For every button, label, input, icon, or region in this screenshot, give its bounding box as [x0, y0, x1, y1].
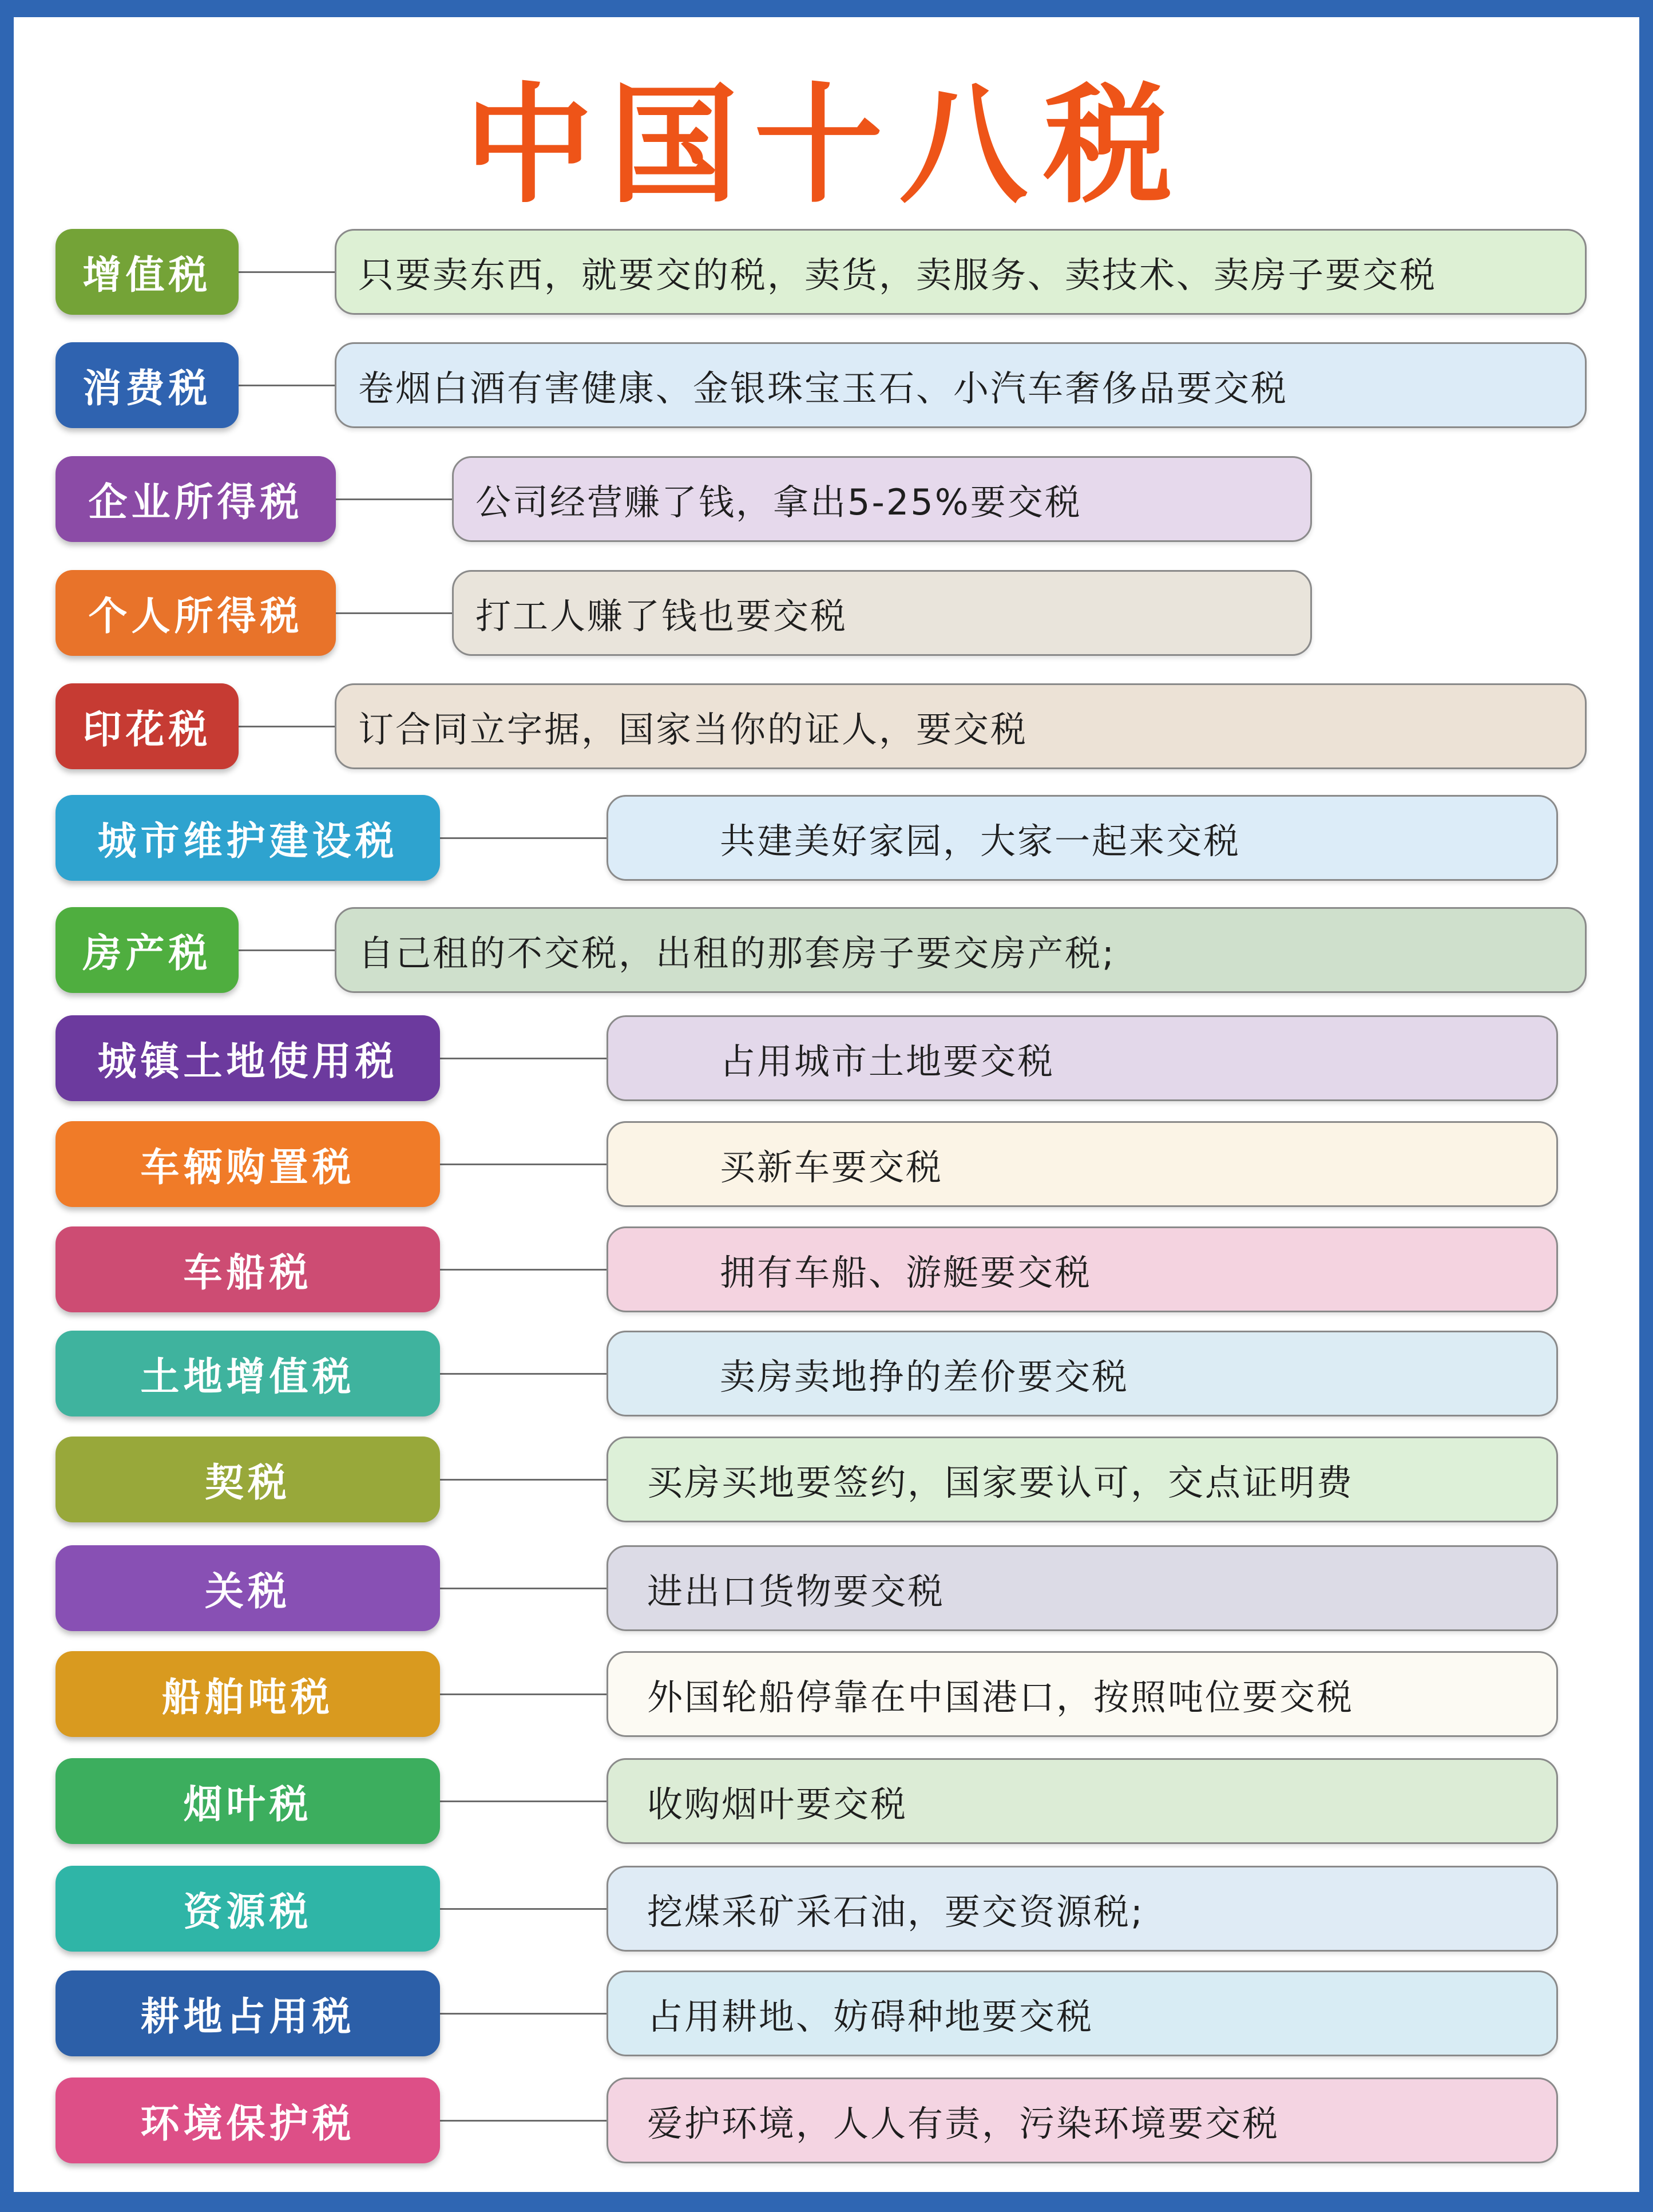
- tax-name-tag: 印花税: [56, 683, 239, 769]
- connector-line: [440, 1693, 607, 1695]
- tax-row: [0, 1015, 1653, 1101]
- tax-name-tag: 耕地占用税: [56, 1970, 440, 2056]
- tax-name-tag: 城市维护建设税: [56, 795, 440, 881]
- connector-line: [440, 1373, 607, 1375]
- tax-description: 打工人赚了钱也要交税: [452, 570, 1312, 656]
- tax-description: 买房买地要签约，国家要认可，交点证明费: [607, 1437, 1558, 1522]
- connector-line: [239, 726, 335, 727]
- tax-row: [0, 1651, 1653, 1737]
- connector-line: [239, 949, 335, 951]
- tax-description: 占用城市土地要交税: [607, 1015, 1558, 1101]
- tax-name-tag: 城镇土地使用税: [56, 1015, 440, 1101]
- tax-row: [0, 2078, 1653, 2163]
- tax-row: [0, 1226, 1653, 1312]
- tax-name-tag: 关税: [56, 1545, 440, 1631]
- connector-line: [440, 1058, 607, 1059]
- connector-line: [440, 1908, 607, 1910]
- tax-description: 买新车要交税: [607, 1121, 1558, 1207]
- tax-description: 爱护环境，人人有责，污染环境要交税: [607, 2078, 1558, 2163]
- connector-line: [440, 1269, 607, 1271]
- tax-row: [0, 456, 1653, 542]
- connector-line: [239, 271, 335, 273]
- tax-row: [0, 907, 1653, 993]
- connector-line: [440, 2013, 607, 2015]
- connector-line: [440, 1801, 607, 1802]
- tax-description: 公司经营赚了钱，拿出5-25%要交税: [452, 456, 1312, 542]
- tax-description: 卷烟白酒有害健康、金银珠宝玉石、小汽车奢侈品要交税: [335, 342, 1587, 428]
- tax-name-tag: 环境保护税: [56, 2078, 440, 2163]
- tax-row: [0, 570, 1653, 656]
- tax-name-tag: 资源税: [56, 1866, 440, 1952]
- tax-description: 收购烟叶要交税: [607, 1758, 1558, 1844]
- tax-description: 进出口货物要交税: [607, 1545, 1558, 1631]
- tax-name-tag: 契税: [56, 1437, 440, 1522]
- tax-row: [0, 1545, 1653, 1631]
- connector-line: [440, 837, 607, 839]
- tax-description: 卖房卖地挣的差价要交税: [607, 1331, 1558, 1416]
- tax-description: 共建美好家园，大家一起来交税: [607, 795, 1558, 881]
- tax-row: [0, 342, 1653, 428]
- tax-row: [0, 795, 1653, 881]
- tax-description: 占用耕地、妨碍种地要交税: [607, 1970, 1558, 2056]
- connector-line: [440, 1588, 607, 1589]
- tax-row: [0, 1437, 1653, 1522]
- tax-name-tag: 土地增值税: [56, 1331, 440, 1416]
- tax-row: [0, 229, 1653, 315]
- tax-row: [0, 683, 1653, 769]
- tax-name-tag: 增值税: [56, 229, 239, 315]
- tax-row: [0, 1758, 1653, 1844]
- tax-description: 自己租的不交税，出租的那套房子要交房产税;: [335, 907, 1587, 993]
- tax-description: 拥有车船、游艇要交税: [607, 1226, 1558, 1312]
- tax-name-tag: 船舶吨税: [56, 1651, 440, 1737]
- tax-name-tag: 车辆购置税: [56, 1121, 440, 1207]
- tax-name-tag: 消费税: [56, 342, 239, 428]
- connector-line: [336, 498, 452, 500]
- tax-description: 挖煤采矿采石油，要交资源税;: [607, 1866, 1558, 1952]
- tax-description: 订合同立字据，国家当你的证人，要交税: [335, 683, 1587, 769]
- tax-row: [0, 1121, 1653, 1207]
- tax-name-tag: 烟叶税: [56, 1758, 440, 1844]
- tax-name-tag: 个人所得税: [56, 570, 336, 656]
- tax-description: 外国轮船停靠在中国港口，按照吨位要交税: [607, 1651, 1558, 1737]
- tax-row: [0, 1970, 1653, 2056]
- tax-name-tag: 房产税: [56, 907, 239, 993]
- connector-line: [336, 612, 452, 614]
- tax-row: [0, 1331, 1653, 1416]
- connector-line: [239, 385, 335, 386]
- tax-description: 只要卖东西，就要交的税，卖货，卖服务、卖技术、卖房子要交税: [335, 229, 1587, 315]
- tax-name-tag: 车船税: [56, 1226, 440, 1312]
- tax-row: [0, 1866, 1653, 1952]
- connector-line: [440, 1479, 607, 1481]
- tax-name-tag: 企业所得税: [56, 456, 336, 542]
- connector-line: [440, 1164, 607, 1165]
- connector-line: [440, 2120, 607, 2122]
- page-title: 中国十八税: [465, 71, 1188, 221]
